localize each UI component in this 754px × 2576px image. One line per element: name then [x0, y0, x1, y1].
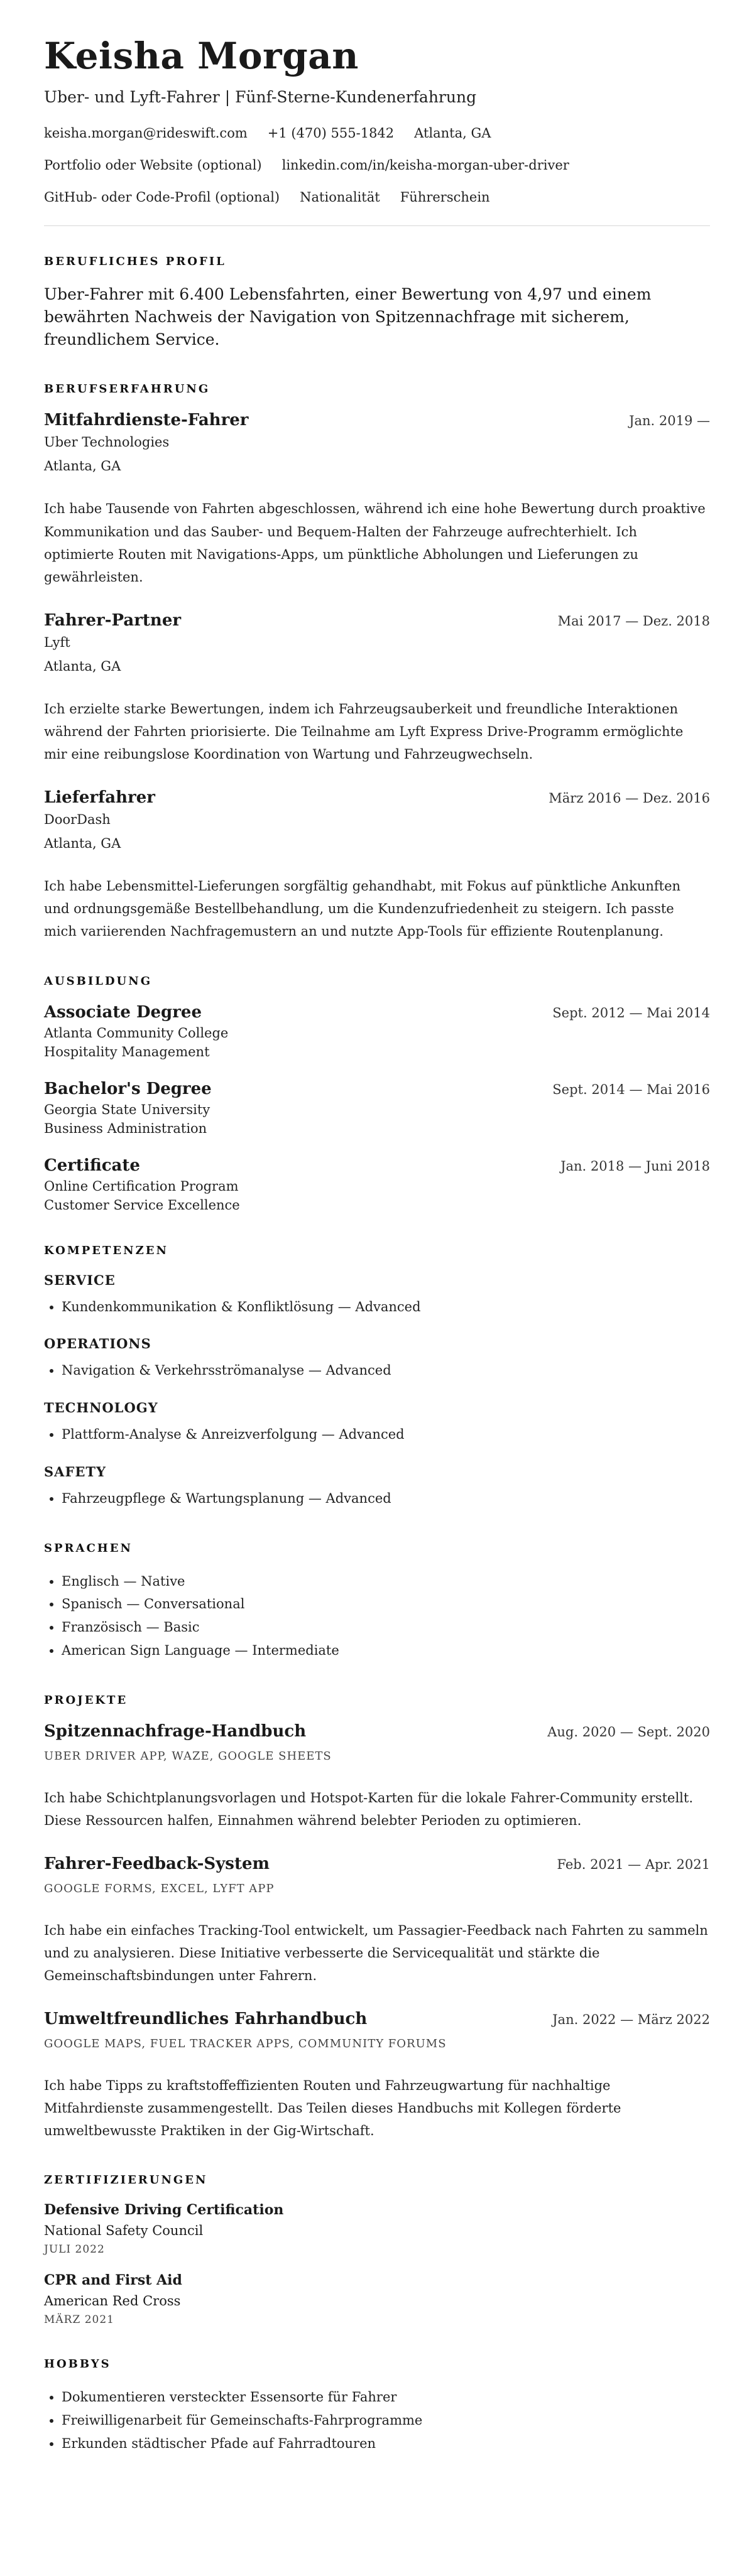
- section-title: KOMPETENZEN: [44, 1243, 168, 1257]
- job-location: Atlanta, GA: [44, 836, 121, 852]
- headline: Uber- und Lyft-Fahrer | Fünf-Sterne-Kundenerfahrung: [44, 87, 477, 106]
- languages-section: [44, 1542, 710, 1662]
- project-entry: [44, 2010, 710, 2142]
- project-title: Umweltfreundliches Fahrhandbuch: [44, 2010, 368, 2029]
- portfolio-link[interactable]: Portfolio oder Website (optional): [44, 158, 262, 173]
- hobby-item: • Freiwilligenarbeit für Gemeinschafts-Fahrprogramme: [62, 2409, 710, 2432]
- project-tech: GOOGLE MAPS, FUEL TRACKER APPS, COMMUNITY FORUMS: [44, 2037, 447, 2051]
- job-date: Jan. 2019 —: [629, 413, 710, 429]
- section-title: BERUFSERFAHRUNG: [44, 382, 210, 396]
- certification-entry: [44, 2272, 710, 2326]
- skill-item: • Kundenkommunikation & Konfliktlösung — Advanced: [62, 1296, 710, 1319]
- project-tech: GOOGLE FORMS, EXCEL, LYFT APP: [44, 1881, 275, 1895]
- education-section: [44, 975, 710, 1213]
- github-link[interactable]: GitHub- oder Code-Profil (optional): [44, 190, 280, 205]
- field-of-study: Customer Service Excellence: [44, 1197, 240, 1213]
- certification-entry: [44, 2202, 710, 2256]
- education-date: Sept. 2012 — Mai 2014: [552, 1005, 710, 1020]
- certification-issuer: National Safety Council: [44, 2223, 204, 2239]
- skill-item: • Navigation & Verkehrsströmanalyse — Advanced: [62, 1359, 710, 1382]
- project-description: Ich habe ein einfaches Tracking-Tool entwickelt, um Passagier-Feedback nach Fahrten zu sammeln und zu analysieren. Diese Initiative verbesserte die Servicequalität und stärkte die Gemeinschaftsbindungen unter Fahrern.: [44, 1922, 708, 1983]
- education-date: Sept. 2014 — Mai 2016: [552, 1081, 710, 1097]
- project-date: Jan. 2022 — März 2022: [552, 2012, 710, 2028]
- job-title: Mitfahrdienste-Fahrer: [44, 411, 249, 430]
- nationality-text: Nationalität: [300, 190, 380, 205]
- header-divider: [44, 225, 710, 226]
- education-entry: [44, 1003, 710, 1059]
- field-of-study: Hospitality Management: [44, 1044, 210, 1059]
- job-title: Fahrer-Partner: [44, 610, 182, 630]
- experience-section: [44, 382, 710, 943]
- certification-date: JULI 2022: [44, 2243, 105, 2256]
- project-title: Fahrer-Feedback-System: [44, 1854, 270, 1873]
- language-item: • American Sign Language — Intermediate: [62, 1639, 710, 1662]
- school-name: Online Certification Program: [44, 1178, 239, 1194]
- job-description: Ich habe Tausende von Fahrten abgeschlossen, während ich eine hohe Bewertung durch proaktive Kommunikation und das Sauber- und Bequem-Halten der Fahrzeuge aufrechterhielt. Ich optimierte Routen mit Navigations-Apps, um pünktliche Abholungen und Lieferungen zu gewährleisten.: [44, 501, 706, 585]
- language-item: • Spanisch — Conversational: [62, 1593, 710, 1616]
- degree-title: Bachelor's Degree: [44, 1079, 212, 1098]
- hobby-item: • Erkunden städtischer Pfade auf Fahrradtouren: [62, 2432, 710, 2455]
- language-item: • Englisch — Native: [62, 1570, 710, 1593]
- skill-category-name: TECHNOLOGY: [44, 1400, 158, 1416]
- section-title: ZERTIFIZIERUNGEN: [44, 2173, 208, 2187]
- hobbies-section: [44, 2357, 710, 2455]
- school-name: Atlanta Community College: [44, 1025, 229, 1041]
- candidate-name: Keisha Morgan: [44, 35, 359, 77]
- education-date: Jan. 2018 — Juni 2018: [560, 1158, 710, 1174]
- language-list: [44, 1570, 710, 1662]
- skill-item: • Plattform-Analyse & Anreizverfolgung — Advanced: [62, 1423, 710, 1446]
- hobby-item: • Dokumentieren versteckter Essensorte für Fahrer: [62, 2386, 710, 2409]
- skill-category-name: SAFETY: [44, 1463, 106, 1480]
- section-title: PROJEKTE: [44, 1693, 128, 1707]
- job-date: Mai 2017 — Dez. 2018: [557, 613, 710, 629]
- company-name: DoorDash: [44, 812, 111, 828]
- profile-summary: Uber-Fahrer mit 6.400 Lebensfahrten, einer Bewertung von 4,97 und einem bewährten Nachweis der Navigation von Spitzennachfrage mit sicherem, freundlichem Service.: [44, 284, 652, 349]
- project-entry: [44, 1722, 710, 1832]
- company-name: Uber Technologies: [44, 435, 170, 450]
- certifications-section: [44, 2173, 710, 2326]
- section-title: SPRACHEN: [44, 1541, 133, 1555]
- contact-row-1: [44, 125, 710, 142]
- skill-category: [44, 1400, 710, 1446]
- certification-date: MÄRZ 2021: [44, 2314, 114, 2327]
- language-item: • Französisch — Basic: [62, 1616, 710, 1639]
- education-entry: [44, 1156, 710, 1213]
- section-title: AUSBILDUNG: [44, 974, 153, 988]
- project-date: Feb. 2021 — Apr. 2021: [557, 1856, 710, 1872]
- skill-category: [44, 1464, 710, 1510]
- degree-title: Associate Degree: [44, 1002, 202, 1022]
- job-location: Atlanta, GA: [44, 458, 121, 474]
- profile-section: [44, 255, 710, 352]
- project-entry: [44, 1854, 710, 1987]
- field-of-study: Business Administration: [44, 1120, 207, 1136]
- section-title: HOBBYS: [44, 2357, 111, 2371]
- job-date: März 2016 — Dez. 2016: [549, 791, 710, 806]
- certification-name: Defensive Driving Certification: [44, 2202, 284, 2219]
- resume-header: [44, 36, 710, 207]
- skills-section: [44, 1244, 710, 1510]
- contact-row-2: [44, 157, 710, 174]
- project-title: Spitzennachfrage-Handbuch: [44, 1721, 307, 1741]
- certification-issuer: American Red Cross: [44, 2293, 181, 2309]
- certification-name: CPR and First Aid: [44, 2272, 182, 2289]
- education-entry: [44, 1080, 710, 1136]
- job-description: Ich habe Lebensmittel-Lieferungen sorgfältig gehandhabt, mit Fokus auf pünktliche Ankunften und ordnungsgemäße Bestellbehandlung, um die Kundenzufriedenheit zu steigern. Ich passte mich variierenden Nachfragemustern an und nutzte App-Tools für effiziente Routenplanung.: [44, 879, 681, 939]
- skill-category-name: OPERATIONS: [44, 1336, 151, 1352]
- skill-category: [44, 1336, 710, 1382]
- hobby-list: [44, 2386, 710, 2455]
- experience-entry: [44, 411, 710, 588]
- skill-category-name: SERVICE: [44, 1272, 116, 1288]
- location-text: Atlanta, GA: [414, 125, 491, 141]
- phone-text: +1 (470) 555-1842: [267, 125, 395, 141]
- license-text: Führerschein: [400, 190, 490, 205]
- skill-item: • Fahrzeugpflege & Wartungsplanung — Advanced: [62, 1487, 710, 1510]
- project-description: Ich habe Tipps zu kraftstoffeffizienten Routen und Fahrzeugwartung für nachhaltige Mitfahrdienste zusammengestellt. Das Teilen dieses Handbuchs mit Kollegen förderte umweltbewusste Praktiken in der Gig-Wirtschaft.: [44, 2078, 621, 2139]
- job-title: Lieferfahrer: [44, 788, 155, 808]
- project-date: Aug. 2020 — Sept. 2020: [547, 1724, 710, 1740]
- school-name: Georgia State University: [44, 1101, 210, 1117]
- experience-entry: [44, 788, 710, 943]
- email-link[interactable]: keisha.morgan@rideswift.com: [44, 125, 248, 141]
- degree-title: Certificate: [44, 1155, 140, 1175]
- linkedin-link[interactable]: linkedin.com/in/keisha-morgan-uber-driver: [281, 158, 569, 173]
- contact-row-3: [44, 189, 710, 206]
- experience-entry: [44, 611, 710, 766]
- job-description: Ich erzielte starke Bewertungen, indem ich Fahrzeugsauberkeit und freundliche Interaktionen während der Fahrten priorisierte. Die Teilnahme am Lyft Express Drive-Programm ermöglichte mir eine reibungslose Koordination von Wartung und Fahrzeugwechseln.: [44, 701, 684, 762]
- company-name: Lyft: [44, 634, 70, 650]
- skill-category: [44, 1272, 710, 1319]
- section-title: BERUFLICHES PROFIL: [44, 254, 226, 268]
- project-tech: UBER DRIVER APP, WAZE, GOOGLE SHEETS: [44, 1749, 332, 1763]
- job-location: Atlanta, GA: [44, 658, 121, 674]
- project-description: Ich habe Schichtplanungsvorlagen und Hotspot-Karten für die lokale Fahrer-Community erstellt. Diese Ressourcen halfen, Einnahmen während belebter Perioden zu optimieren.: [44, 1790, 693, 1828]
- projects-section: [44, 1694, 710, 2143]
